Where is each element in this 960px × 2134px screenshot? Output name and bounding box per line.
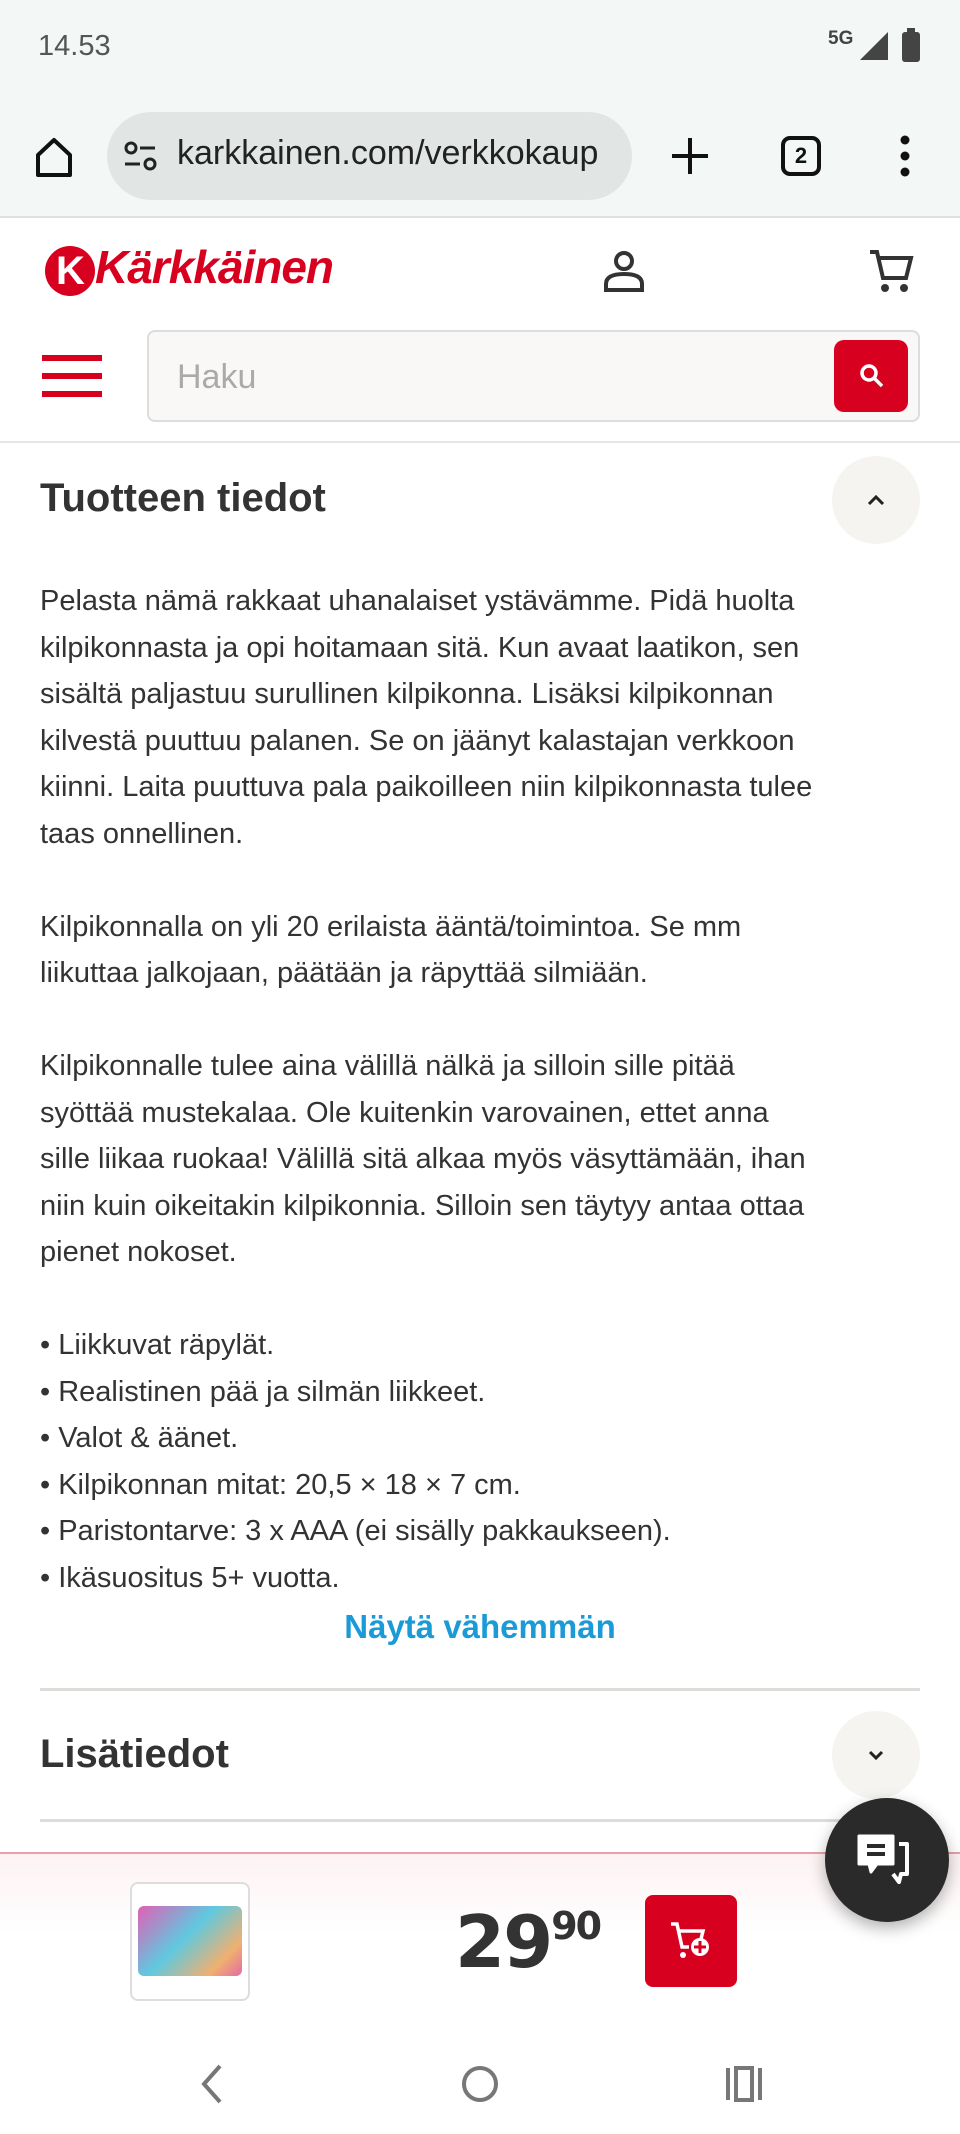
feature-item: • Ikäsuositus 5+ vuotta. [40, 1561, 340, 1594]
description-paragraph [40, 1043, 940, 1276]
description-line: syöttää mustekalaa. Ole kuitenkin varovainen, ettet anna [40, 1096, 769, 1129]
product-description [40, 578, 940, 1601]
back-icon[interactable] [200, 2064, 224, 2104]
product-image [138, 1906, 242, 1976]
description-line: taas onnellinen. [40, 817, 244, 850]
description-paragraph [40, 904, 940, 997]
url-text: karkkainen.com/verkkokaup [177, 134, 599, 172]
description-line: kilpikonnasta ja opi hoitamaan sitä. Kun avaat laatikon, sen [40, 631, 800, 664]
search-icon [858, 362, 886, 390]
site-settings-icon[interactable] [123, 140, 159, 174]
description-line: Kilpikonnalle tulee aina välillä nälkä ja silloin sille pitää [40, 1050, 735, 1082]
description-line: kilvestä puuttuu palanen. Se on jäänyt kalastajan verkkoon [40, 724, 795, 757]
chat-icon [855, 1832, 919, 1892]
menu-icon[interactable] [42, 355, 102, 397]
add-to-cart-button[interactable] [645, 1895, 737, 1987]
search-input[interactable] [147, 330, 920, 422]
show-less-link[interactable]: Näytä vähemmän [344, 1608, 616, 1645]
expand-button[interactable] [832, 1711, 920, 1799]
status-time: 14.53 [38, 30, 111, 62]
signal-icon [860, 32, 888, 60]
price [455, 1900, 600, 1984]
status-bar [0, 0, 960, 100]
more-info-title: Lisätiedot [40, 1732, 229, 1776]
recents-icon[interactable] [725, 2064, 765, 2104]
new-tab-icon[interactable] [670, 136, 710, 176]
network-label: 5G [828, 28, 854, 49]
description-line: liikuttaa jalkojaan, päätään ja räpyttää silmiään. [40, 957, 648, 989]
account-icon[interactable] [602, 250, 646, 292]
karkkainen-logo[interactable] [45, 240, 333, 296]
logo-text: Kärkkäinen [95, 241, 334, 293]
logo-k-icon: K [45, 246, 95, 296]
search-placeholder: Haku [177, 358, 257, 396]
feature-item: • Kilpikonnan mitat: 20,5 × 18 × 7 cm. [40, 1468, 521, 1501]
more-menu-icon[interactable] [897, 134, 913, 178]
system-nav-bar [0, 2050, 960, 2134]
feature-item: • Valot & äänet. [40, 1422, 239, 1454]
description-line: niin kuin oikeitakin kilpikonnia. Silloin sen täytyy antaa ottaa [40, 1189, 805, 1222]
divider [40, 1688, 920, 1691]
description-line: sisältä paljastuu surullinen kilpikonna. Lisäksi kilpikonnan [40, 678, 774, 710]
description-line: pienet nokoset. [40, 1236, 237, 1268]
url-bar[interactable] [107, 112, 632, 200]
product-info-title: Tuotteen tiedot [40, 476, 326, 520]
battery-icon [902, 28, 920, 62]
cart-icon[interactable] [868, 248, 914, 294]
description-line: sille liikaa ruokaa! Välillä sitä alkaa myös väsyttämään, ihan [40, 1143, 806, 1175]
product-thumbnail[interactable] [130, 1882, 250, 2001]
chevron-down-icon [866, 1749, 886, 1761]
home-icon[interactable] [32, 135, 76, 179]
description-paragraph [40, 578, 940, 857]
collapse-button[interactable] [832, 456, 920, 544]
feature-list [40, 1322, 940, 1601]
feature-item: • Liikkuvat räpylät. [40, 1329, 275, 1361]
description-line: kiinni. Laita puuttuva pala paikoilleen niin kilpikonnasta tulee [40, 771, 813, 803]
chat-button[interactable] [825, 1798, 949, 1922]
feature-item: • Realistinen pää ja silmän liikkeet. [40, 1375, 486, 1408]
price-main: 29 [455, 1900, 552, 1984]
chevron-up-icon [866, 494, 886, 506]
browser-toolbar [0, 100, 960, 218]
description-line: Pelasta nämä rakkaat uhanalaiset ystävämme. Pidä huolta [40, 585, 795, 617]
feature-item: • Paristontarve: 3 x AAA (ei sisälly pakkaukseen). [40, 1515, 671, 1547]
home-nav-icon[interactable] [460, 2064, 500, 2104]
tab-switcher-button[interactable]: 2 [781, 136, 821, 176]
description-line: Kilpikonnalla on yli 20 erilaista ääntä/toimintoa. Se mm [40, 910, 742, 943]
price-cents: 90 [551, 1904, 601, 1948]
search-button[interactable] [834, 340, 908, 412]
cart-add-icon [669, 1921, 713, 1961]
divider [40, 1819, 920, 1822]
